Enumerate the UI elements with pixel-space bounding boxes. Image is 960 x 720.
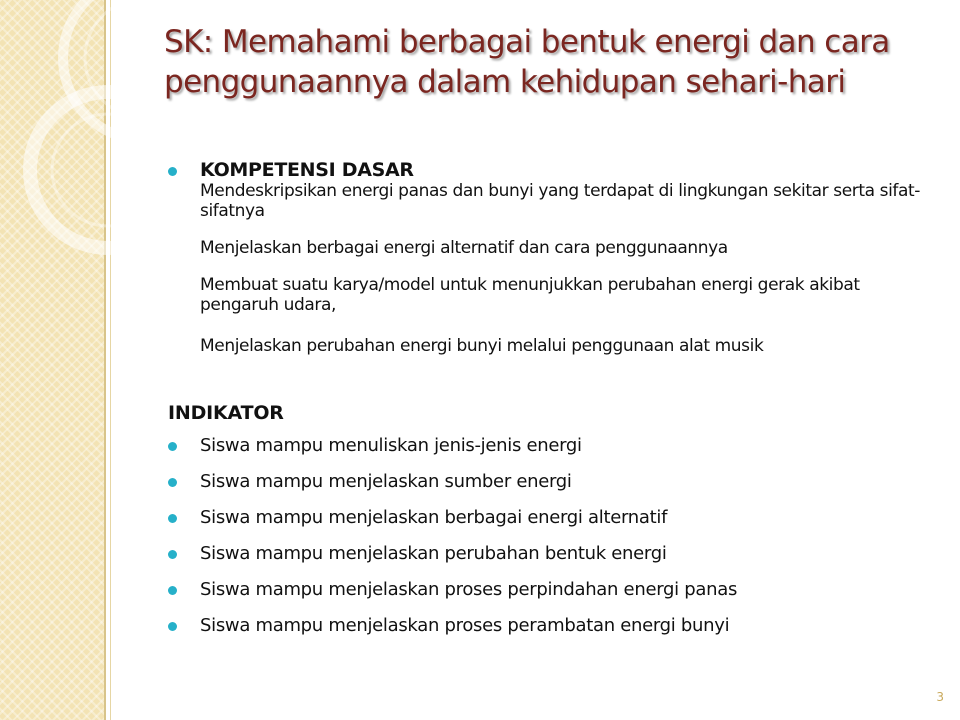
indikator-heading: INDIKATOR <box>168 402 284 424</box>
kompetensi-dasar-heading: KOMPETENSI DASAR <box>200 159 414 181</box>
side-band-border-thin <box>110 0 111 720</box>
kompetensi-item: Menjelaskan berbagai energi alternatif dan cara penggunaannya <box>200 238 728 258</box>
kompetensi-item: Menjelaskan perubahan energi bunyi melalui penggunaan alat musik <box>200 336 764 356</box>
indikator-item: Siswa mampu menjelaskan berbagai energi alternatif <box>200 507 668 528</box>
indikator-item: Siswa mampu menuliskan jenis-jenis energi <box>200 435 582 456</box>
indikator-item: Siswa mampu menjelaskan proses perpindahan energi panas <box>200 579 738 600</box>
bullet-icon <box>168 586 177 595</box>
kompetensi-item: Membuat suatu karya/model untuk menunjukkan perubahan energi gerak akibat pengaruh udara, <box>200 275 860 315</box>
decorative-side-band <box>0 0 104 720</box>
indikator-item: Siswa mampu menjelaskan sumber energi <box>200 471 572 492</box>
slide-title: SK: Memahami berbagai bentuk energi dan cara penggunaannya dalam kehidupan sehari-hari <box>164 24 890 100</box>
page-number: 3 <box>936 690 944 704</box>
kompetensi-item: Mendeskripsikan energi panas dan bunyi yang terdapat di lingkungan sekitar serta sifat-sifatnya <box>200 181 921 221</box>
side-band-border <box>104 0 106 720</box>
bullet-icon <box>168 167 177 176</box>
bullet-icon <box>168 550 177 559</box>
indikator-item: Siswa mampu menjelaskan perubahan bentuk energi <box>200 543 667 564</box>
bullet-icon <box>168 478 177 487</box>
bullet-icon <box>168 442 177 451</box>
bullet-icon <box>168 514 177 523</box>
indikator-item: Siswa mampu menjelaskan proses perambatan energi bunyi <box>200 615 730 636</box>
bullet-icon <box>168 622 177 631</box>
